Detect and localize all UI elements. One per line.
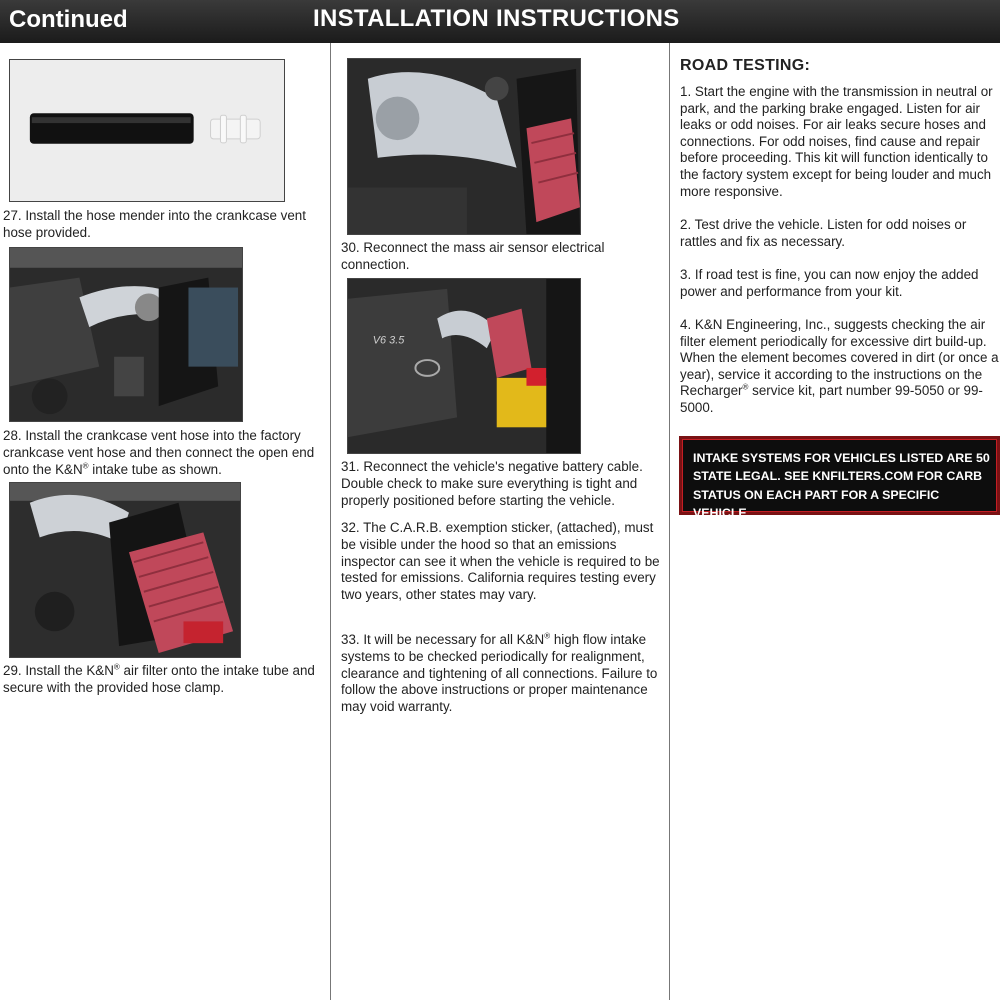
- header-bar: [0, 0, 1000, 43]
- photo-battery-cable: [347, 278, 581, 454]
- continued-label: Continued: [9, 6, 128, 33]
- photo-mass-air-sensor: [347, 58, 581, 235]
- photo-hose-mender: [9, 59, 285, 202]
- carb-legal-notice-text: INTAKE SYSTEMS FOR VEHICLES LISTED ARE 50 STATE LEGAL. SEE KNFILTERS.COM FOR CARB STATUS ON EACH PART FOR A SPECIFIC VEHICLE.: [682, 439, 997, 512]
- engine-badge: V6 3.5: [372, 334, 405, 347]
- step-30-text: 30. Reconnect the mass air sensor electrical connection.: [341, 240, 605, 272]
- column-divider-left: [330, 43, 331, 1000]
- road-testing-heading: ROAD TESTING:: [680, 57, 811, 74]
- step-31-text: 31. Reconnect the vehicle's negative battery cable. Double check to make sure everything is tight and properly positioned before starting the vehicle.: [341, 459, 643, 508]
- registered-mark: ®: [742, 382, 749, 392]
- road-test-step-2: 2. Test drive the vehicle. Listen for odd noises or rattles and fix as necessary.: [680, 217, 967, 249]
- step-29-text: 29. Install the K&N® air filter onto the intake tube and secure with the provided hose clamp.: [3, 662, 315, 695]
- carb-legal-notice: [679, 436, 1000, 520]
- step-33-text: 33. It will be necessary for all K&N® high flow intake systems to be checked periodically for realignment, clearance and tightening of all connections. Failure to follow the above instructions or proper maintenance may void warranty.: [341, 631, 658, 715]
- step-32-text: 32. The C.A.R.B. exemption sticker, (attached), must be visible under the hood so that an emissions inspector can see it when the vehicle is required to be tested for emissions. California requires testing every two years, other states may vary.: [341, 520, 660, 603]
- registered-mark: ®: [544, 631, 551, 641]
- page-title: INSTALLATION INSTRUCTIONS: [313, 5, 680, 32]
- column-divider-right: [669, 43, 670, 1000]
- photo-air-filter-installed: [9, 482, 241, 658]
- road-test-step-4: 4. K&N Engineering, Inc., suggests checking the air filter element periodically for excessive dirt build-up. When the element becomes covered in dirt (or once a year), service it according to the instructions on the Recharger® service kit, part number 99-5050 or 99-5000.: [680, 317, 999, 415]
- step-28-text: 28. Install the crankcase vent hose into the factory crankcase vent hose and then connect the open end onto the K&N® intake tube as shown.: [3, 428, 315, 477]
- registered-mark: ®: [113, 662, 120, 672]
- photo-crankcase-vent-hose: [9, 247, 243, 422]
- road-test-step-1: 1. Start the engine with the transmission in neutral or park, and the parking brake engaged. Listen for air leaks or odd noises. For air leaks secure hoses and connections. For odd noises, find cause and repair before proceeding. This kit will function identically to the factory system except for being louder and much more responsive.: [680, 84, 993, 199]
- step-27-text: 27. Install the hose mender into the crankcase vent hose provided.: [3, 208, 306, 240]
- road-test-step-3: 3. If road test is fine, you can now enjoy the added power and performance from your kit.: [680, 267, 979, 299]
- registered-mark: ®: [82, 461, 89, 471]
